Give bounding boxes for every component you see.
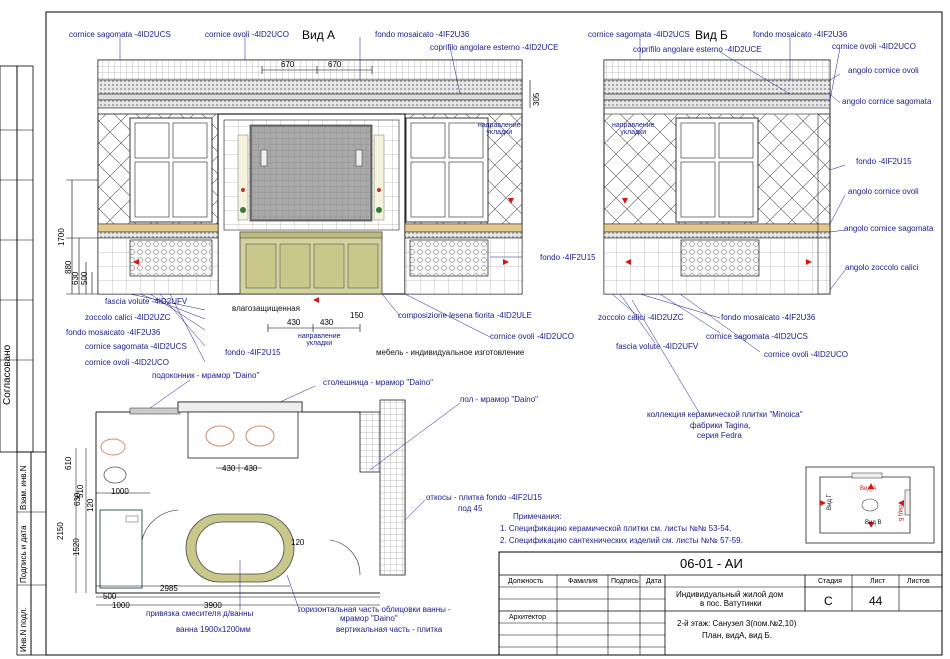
tb-stadiya: С [824, 594, 833, 608]
view-b-title: Вид Б [695, 28, 728, 42]
label-a-vlagozasch: влагозащищенная [232, 304, 301, 313]
label-plan-pod45: под 45 [458, 504, 483, 513]
label-b-cornice-sagomata: cornice sagomata -4ID2UCS [588, 30, 690, 39]
dim-plan-500: 500 [103, 592, 117, 601]
dim-630: 630 [71, 271, 80, 285]
label-b-cornice-ovoli-bot: cornice ovoli -4ID2UCO [764, 350, 849, 359]
dim-plan-1000a: 1000 [111, 487, 129, 496]
dim-305: 305 [532, 92, 541, 106]
label-a-mebel: мебель - индивидуальное изготовление [376, 348, 525, 357]
label-a-cornice-ovoli-right: cornice ovoli -4ID2UCO [490, 332, 575, 341]
dim-plan-630b: 630 [73, 492, 82, 506]
view-a-title: Вид А [302, 28, 336, 42]
dim-430-a: 430 [287, 318, 301, 327]
dim-430-b: 430 [320, 318, 334, 327]
label-a-napr-ukladki-bot: направление укладки [298, 333, 341, 347]
label-plan-otkosy: откосы - плитка fondo -4IF2U15 [426, 493, 542, 502]
label-plan-gorizont2: мрамор "Daino" [340, 614, 398, 623]
tb-sheet-title: План, видА, вид Б. [702, 631, 772, 640]
label-b-fabriki: фабрики Tagina, [690, 421, 751, 430]
side-podp-data: Подпись и дата [19, 525, 28, 583]
label-b-fondo-15: fondo -4IF2U15 [856, 157, 912, 166]
label-b-cornice-sagomata-bot: cornice sagomata -4ID2UCS [706, 332, 808, 341]
keyplan-vid-g: Вид Г [827, 494, 833, 510]
label-plan-gorizont: горизонтальная часть облицовки ванны - [298, 605, 451, 614]
label-a-cornice-sagomata-top: cornice sagomata -4ID2UCS [69, 30, 171, 39]
label-b-cornice-ovoli: cornice ovoli -4ID2UCO [832, 42, 917, 51]
label-b-kollektsiya: коллекция керамической плитки "Minoica" [647, 410, 803, 419]
tb-list: 44 [869, 594, 883, 608]
tb-col-data: Дата [646, 578, 662, 585]
label-a-zoccolo-calici: zoccolo calici -4ID2UZC [85, 313, 171, 322]
label-a-fondo-mosaicato-top: fondo mosaicato -4IF2U36 [375, 30, 470, 39]
tb-arhitektor: Архитектор [509, 614, 546, 621]
notes-title: Примечания: [513, 512, 562, 521]
label-b-coprifilo: coprifilo angolare esterno -4ID2UCE [633, 45, 762, 54]
side-inv-podl: Инв.N подл. [19, 607, 28, 652]
tb-listov-header: Листов [907, 578, 930, 585]
notes-line-1: 1. Спецификацию керамической плитки см. листы №№ 53-54. [500, 524, 732, 533]
label-plan-podokonnik: подоконник - мрамор "Daino" [152, 371, 260, 380]
label-b-angolo-cornice-ovoli-2: angolo cornice ovoli [848, 187, 919, 196]
label-b-fondo-mosaicato: fondo mosaicato -4IF2U36 [753, 30, 848, 39]
dim-670-a: 670 [281, 60, 295, 69]
keyplan-vid-v: Вид В [865, 520, 882, 526]
dim-plan-120a: 120 [86, 498, 95, 512]
dim-plan-3900: 3900 [204, 601, 222, 610]
label-b-angolo-cornice-ovoli: angolo cornice ovoli [848, 66, 919, 75]
label-a-cornice-sagomata-bot: cornice sagomata -4ID2UCS [85, 342, 187, 351]
label-plan-privyazka: привязка смесителя д/ванны [146, 609, 254, 618]
tb-col-podp: Подпись [611, 578, 639, 585]
tb-list-header: Лист [870, 578, 886, 585]
dim-plan-430-a: 430 [222, 464, 236, 473]
label-a-fondo-mosaicato-bot: fondo mosaicato -4IF2U36 [66, 328, 161, 337]
label-plan-vanna: ванна 1900х1200мм [176, 625, 251, 634]
floor-plan [76, 380, 460, 612]
side-vzam: Взам. инв.N [19, 465, 28, 510]
dim-1700: 1700 [57, 228, 66, 246]
dim-plan-120b: 120 [291, 538, 305, 547]
tb-col-fam: Фамилия [568, 578, 598, 585]
label-a-fascia-volute: fascia volute -4ID2UFV [105, 297, 188, 306]
label-b-fondo-mosaicato-bot: fondo mosaicato -4IF2U36 [721, 313, 816, 322]
label-a-coprifilo: coprifilo angolare esterno -4ID2UCE [430, 43, 559, 52]
label-plan-pol: пол - мрамор "Daino" [460, 395, 538, 404]
tb-stadiya-header: Стадия [818, 578, 842, 585]
dim-plan-1000b: 1000 [112, 601, 130, 610]
keyplan-vid-b: Вид Б [897, 505, 903, 522]
side-soglasovano: Согласовано [2, 344, 13, 405]
label-a-composizione: composizione lesena fiorita -4ID2ULE [398, 311, 532, 320]
label-a-cornice-ovoli-bot: cornice ovoli -4ID2UCO [85, 358, 170, 367]
label-b-seriya: серия Fedra [697, 431, 742, 440]
label-plan-stoleshnitsa: столешница - мрамор "Daino" [323, 378, 434, 387]
tb-col-dolzh: Должность [508, 578, 544, 585]
label-a-fondo-15-bot: fondo -4IF2U15 [225, 348, 281, 357]
keyplan-vid-a: Вид А [860, 486, 877, 492]
dim-150: 150 [350, 311, 364, 320]
label-a-cornice-ovoli-top: cornice ovoli -4ID2UCO [205, 30, 290, 39]
title-block-code: 06-01 - АИ [680, 556, 743, 571]
dim-plan-610: 610 [64, 456, 73, 470]
label-a-fondo-15-right: fondo -4IF2U15 [540, 253, 596, 262]
label-a-napr-ukladki: направление укладки [478, 122, 521, 136]
label-plan-vertik: вертикальная часть - плитка [336, 625, 443, 634]
label-b-fascia-volute: fascia volute -4ID2UFV [616, 342, 699, 351]
label-b-angolo-cornice-sagomata: angolo cornice sagomata [842, 97, 932, 106]
label-b-angolo-cornice-sagomata-2: angolo cornice sagomata [844, 224, 934, 233]
dim-plan-510: 510 [76, 484, 85, 498]
dim-plan-430-b: 430 [244, 464, 258, 473]
tb-project-2: в пос. Ватутинки [700, 599, 762, 608]
dim-plan-1520: 1520 [72, 538, 81, 556]
tb-project: Индивидуальный жилой дом [676, 590, 784, 599]
dim-880: 880 [64, 260, 73, 274]
dim-670-b: 670 [328, 60, 342, 69]
dim-plan-2150: 2150 [56, 522, 65, 540]
tb-floor: 2-й этаж: Санузел 3(пом.№2,10) [677, 619, 797, 628]
dim-500: 500 [80, 271, 89, 285]
label-b-napr-ukladki: направление укладки [612, 122, 655, 136]
notes-line-2: 2. Спецификацию сантехнических изделий см. листы №№ 57-59. [500, 536, 743, 545]
label-b-angolo-zoccolo: angolo zoccolo calici [845, 263, 919, 272]
dim-plan-2985: 2985 [160, 584, 178, 593]
label-b-zoccolo-calici: zoccolo calici -4ID2UZC [598, 313, 684, 322]
